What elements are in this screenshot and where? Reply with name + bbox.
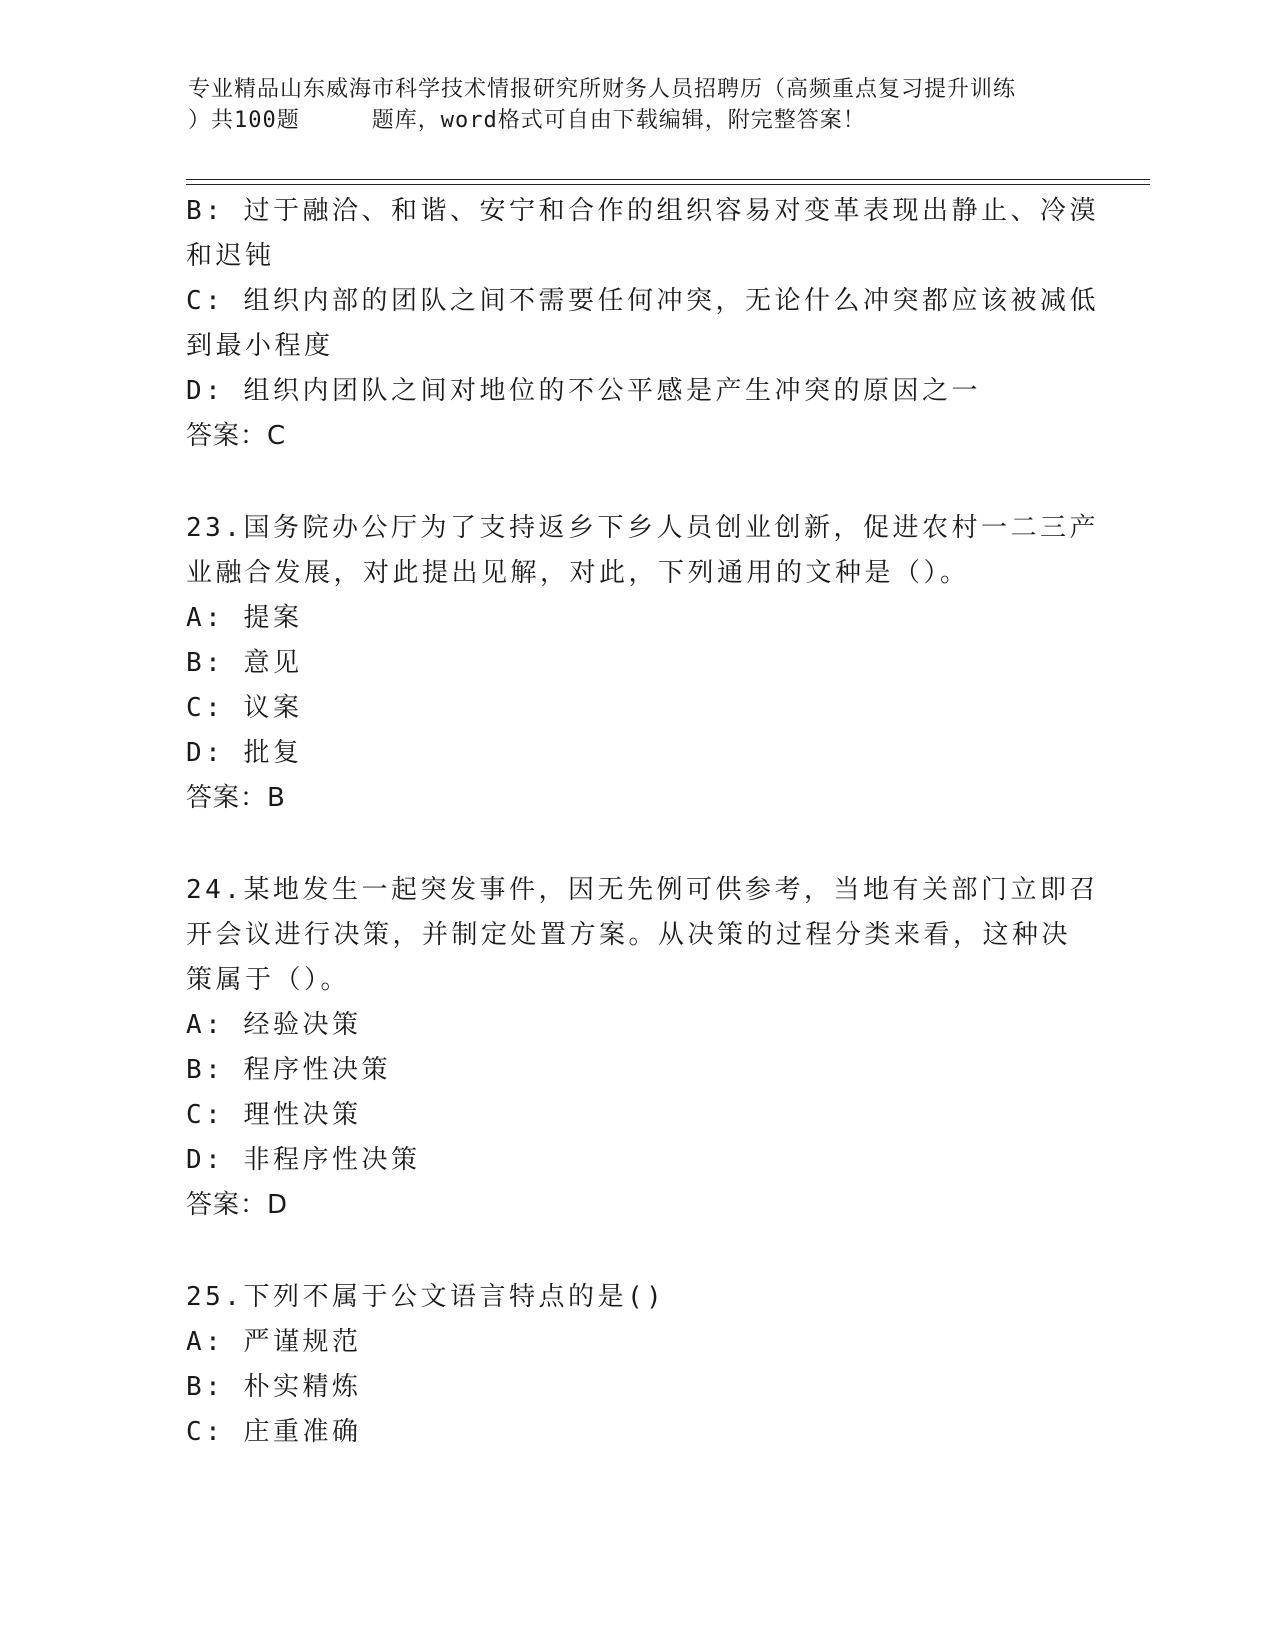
header-line-2-left: ）共100题 <box>188 108 300 133</box>
option-c: C: 议案 <box>186 693 303 723</box>
option-a: A: 经验决策 <box>186 1010 362 1040</box>
question-stem-line-2: 业融合发展，对此提出见解，对此，下列通用的文种是（）。 <box>186 558 970 588</box>
option-c: C: 庄重准确 <box>186 1417 362 1447</box>
document-header <box>188 74 1088 136</box>
answer: 答案：C <box>186 421 287 451</box>
question-25 <box>186 1275 1086 1455</box>
question-23 <box>186 506 1099 821</box>
option-d: D: 非程序性决策 <box>186 1145 421 1175</box>
option-d: D: 批复 <box>186 738 303 768</box>
option-c: C: 理性决策 <box>186 1100 362 1130</box>
option-b-line-1: B: 过于融洽、和谐、安宁和合作的组织容易对变革表现出静止、冷漠 <box>186 196 1099 226</box>
option-b: B: 朴实精炼 <box>186 1372 362 1402</box>
answer: 答案：D <box>186 1190 289 1220</box>
answer: 答案：B <box>186 783 286 813</box>
option-b: B: 意见 <box>186 648 303 678</box>
option-a: A: 严谨规范 <box>186 1327 362 1357</box>
option-d: D: 组织内团队之间对地位的不公平感是产生冲突的原因之一 <box>186 376 981 406</box>
question-stem-line-1: 24.某地发生一起突发事件，因无先例可供参考，当地有关部门立即召 <box>186 875 1099 905</box>
question-stem-line-2: 开会议进行决策，并制定处置方案。从决策的过程分类来看，这种决 <box>186 920 1072 950</box>
header-line-2 <box>188 105 1088 136</box>
question-stem-line-1: 23.国务院办公厅为了支持返乡下乡人员创业创新，促进农村一二三产 <box>186 513 1099 543</box>
header-divider-bottom <box>186 184 1150 185</box>
header-divider-top <box>186 179 1150 180</box>
option-c-line-1: C: 组织内部的团队之间不需要任何冲突，无论什么冲突都应该被减低 <box>186 286 1099 316</box>
question-stem-line-1: 25.下列不属于公文语言特点的是() <box>186 1282 666 1312</box>
question-24 <box>186 868 1099 1228</box>
header-line-1: 专业精品山东威海市科学技术情报研究所财务人员招聘历（高频重点复习提升训练 <box>188 77 1017 102</box>
option-a: A: 提案 <box>186 603 303 633</box>
option-c-line-2: 到最小程度 <box>186 331 334 361</box>
previous-question <box>186 189 1099 459</box>
header-line-2-right: 题库，word格式可自由下载编辑，附完整答案！ <box>371 108 866 133</box>
question-stem-line-3: 策属于（）。 <box>186 965 351 995</box>
option-b-line-2: 和迟钝 <box>186 241 275 271</box>
question-content <box>186 189 1099 1455</box>
option-b: B: 程序性决策 <box>186 1055 391 1085</box>
